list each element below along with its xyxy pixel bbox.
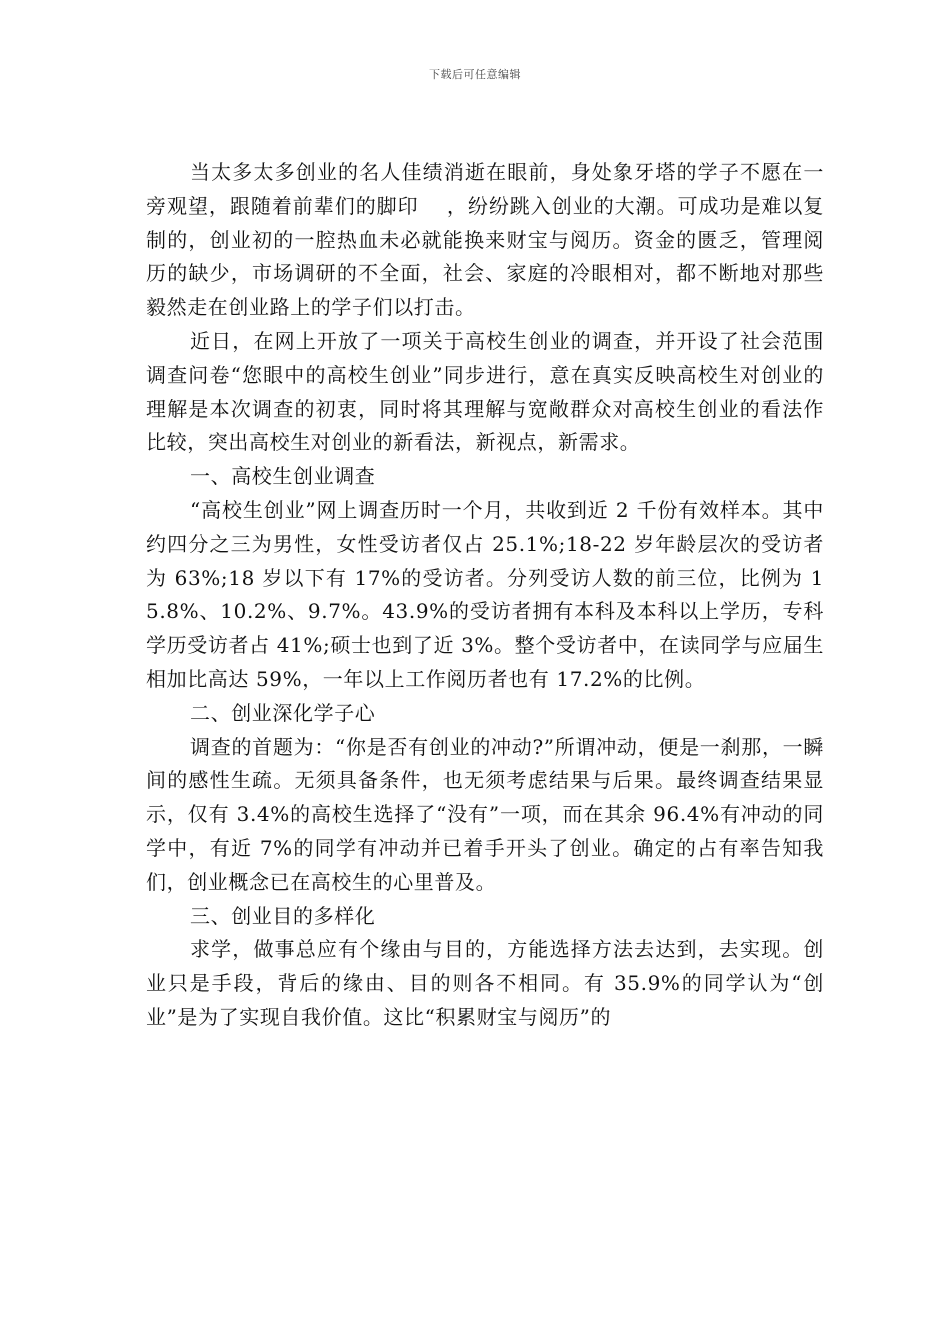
section-heading-1: 一、高校生创业调查	[190, 464, 376, 489]
paragraph-intro: 当太多太多创业的名人佳绩消逝在眼前，身处象牙塔的学子不愿在一旁观望，跟随着前辈们的脚印 ，纷纷跳入创业的大潮。可成功是难以复制的，创业初的一腔热血未必就能换来财宝与阅历。资金的匮乏，管理阅历的缺少，市场调研的不全面，社会、家庭的冷眼相对，都不断地对那些毅然走在创业路上的学子们以打击。	[146, 160, 824, 320]
section-heading-2: 二、创业深化学子心	[190, 700, 376, 725]
paragraph-survey-results: “高校生创业”网上调查历时一个月，共收到近 2 千份有效样本。其中约四分之三为男性，女性受访者仅占 25.1%;18-22 岁年龄层次的受访者为 63%;18 岁以下有 17%的受访者。分列受访人数的前三位，比例为 15.8%、10.2%、9.7%。43.9%的受访者拥有本科及本科以上学历，专科学历受访者占 41%;硕士也到了近 3%。整个受访者中，在读同学与应届生相加比高达 59%，一年以上工作阅历者也有 17.2%的比例。	[146, 497, 824, 691]
document-body	[146, 156, 824, 1035]
section-heading-3: 三、创业目的多样化	[190, 903, 376, 928]
paragraph-impulse: 调查的首题为：“你是否有创业的冲动?”所谓冲动，便是一刹那，一瞬间的感性生疏。无须具备条件，也无须考虑结果与后果。最终调查结果显示，仅有 3.4%的高校生选择了“没有”一项，而在其余 96.4%有冲动的同学中，有近 7%的同学有冲动并已着手开头了创业。确定的占有率告知我们，创业概念已在高校生的心里普及。	[146, 734, 824, 894]
page-header: 下载后可任意编辑	[429, 68, 521, 81]
paragraph-survey-intro: 近日，在网上开放了一项关于高校生创业的调查，并开设了社会范围调查问卷“您眼中的高校生创业”同步进行，意在真实反映高校生对创业的理解是本次调查的初衷，同时将其理解与宽敞群众对高校生创业的看法作比较，突出高校生对创业的新看法，新视点，新需求。	[146, 328, 824, 455]
paragraph-purpose: 求学，做事总应有个缘由与目的，方能选择方法去达到，去实现。创业只是手段，背后的缘由、目的则各不相同。有 35.9%的同学认为“创业”是为了实现自我价值。这比“积累财宝与阅历”的	[146, 937, 824, 1029]
